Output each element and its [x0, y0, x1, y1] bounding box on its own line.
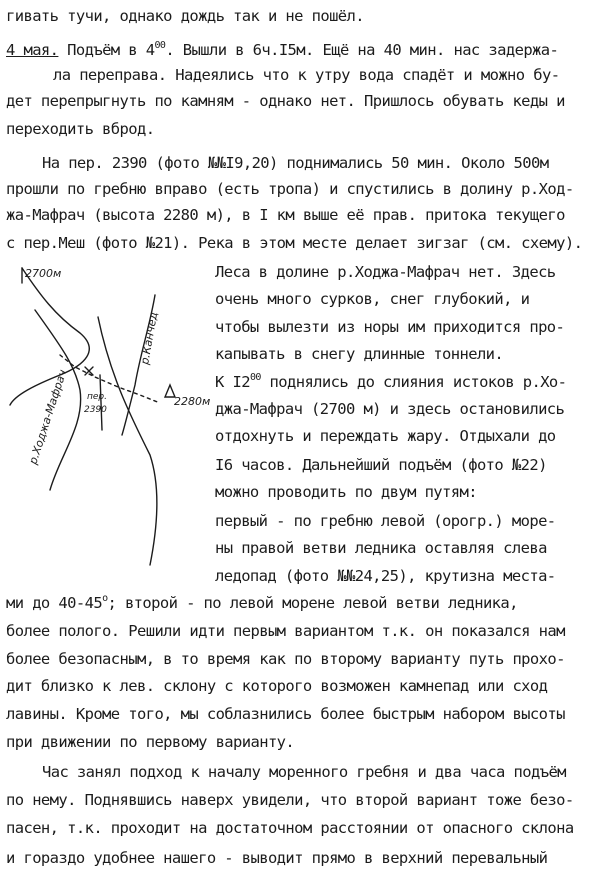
text-line-29: по нему. Поднявшись наверх увидели, что второй вариант тоже безо- [6, 791, 574, 809]
sketch-label-right-river: р.Канчед [138, 310, 161, 366]
sketch-label-2390: 2390 [84, 405, 107, 415]
superscript-00: 00 [154, 39, 166, 51]
text-line-6: На пер. 2390 (фото №№I9,20) поднимались 50 мин. Около 500м [42, 154, 549, 172]
text-line-30: пасен, т.к. проходит на достаточном расстоянии от опасного склона [6, 819, 574, 837]
text-line-2 [6, 40, 558, 60]
text-line-9: с пер.Меш (фото №21). Река в этом месте делает зигзаг (см. схему). [6, 234, 583, 252]
text-line-27: при движении по первому варианту. [6, 733, 295, 751]
text-line-13: капывать в снегу длинные тоннели. [215, 345, 504, 363]
text-line-2-head: Подъём в 4 [67, 41, 155, 59]
superscript-degree: o [102, 592, 108, 604]
text-line-21: ледопад (фото №№24,25), крутизна места- [215, 567, 556, 585]
text-line-31: и гораздо удобнее нашего - выводит прямо в верхний перевальный [6, 849, 548, 867]
date-label: 4 мая. [6, 41, 59, 59]
text-line-28: Час занял подход к началу моренного гребня и два часа подъём [42, 763, 566, 781]
text-line-1: гивать тучи, однако дождь так и не пошёл. [6, 7, 365, 25]
text-line-26: лавины. Кроме того, мы соблазнились более быстрым набором высоты [6, 705, 565, 723]
text-line-16: отдохнуть и переждать жару. Отдыхали до [215, 427, 556, 445]
text-line-19: первый - по гребню левой (орогр.) море- [215, 512, 556, 530]
text-line-12: чтобы вылезти из норы им приходится про- [215, 318, 565, 336]
text-line-22-head: ми до 40-45 [6, 594, 103, 612]
text-line-14-head: К I2 [215, 373, 250, 391]
text-line-11: очень много сурков, снег глубокий, и [215, 290, 530, 308]
text-line-14-tail: поднялись до слияния истоков р.Хо- [260, 373, 567, 391]
text-line-24: более безопасным, в то время как по второму варианту путь прохо- [6, 650, 565, 668]
text-line-22-tail: ; второй - по левой морене левой ветви ледника, [107, 594, 518, 612]
sketch-label-2280: 2280м [174, 395, 211, 408]
text-line-23: более полого. Решили идти первым вариантом т.к. он показался нам [6, 622, 565, 640]
text-line-18: можно проводить по двум путям: [215, 483, 477, 501]
text-line-8: жа-Мафрач (высота 2280 м), в I км выше её прав. притока текущего [6, 206, 565, 224]
text-line-3: ла переправа. Надеялись что к утру вода спадёт и можно бу- [53, 66, 560, 84]
main-river-line [10, 268, 89, 405]
text-line-20: ны правой ветви ледника оставляя слева [215, 539, 547, 557]
text-line-14 [215, 372, 566, 392]
text-line-5: переходить вброд. [6, 120, 155, 138]
pass-ridge-line [100, 375, 102, 430]
text-line-7: прошли по гребню вправо (есть тропа) и спустились в долину р.Ход- [6, 180, 574, 198]
sketch-label-main-river: р.Ходжа-Мафрач [26, 367, 70, 466]
sketch-label-pass: пер. [87, 392, 107, 402]
text-line-22 [6, 593, 518, 613]
text-line-4: дет перепрыгнуть по камням - однако нет. Пришлось обувать кеды и [6, 92, 565, 110]
text-line-15: джа-Мафрач (2700 м) и здесь остановились [215, 400, 565, 418]
sketch-label-2700: 2700м [25, 267, 62, 280]
text-line-17: I6 часов. Дальнейший подъём (фото №22) [215, 456, 547, 474]
text-line-10: Леса в долине р.Ходжа-Мафрач нет. Здесь [215, 263, 556, 281]
text-line-2-tail: . Вышли в 6ч.I5м. Ещё на 40 мин. нас задержа- [165, 41, 559, 59]
text-line-25: дит близко к лев. склону с которого возможен камнепад или сход [6, 677, 548, 695]
superscript-00-b: 00 [249, 371, 261, 383]
route-scheme-sketch [0, 255, 215, 575]
